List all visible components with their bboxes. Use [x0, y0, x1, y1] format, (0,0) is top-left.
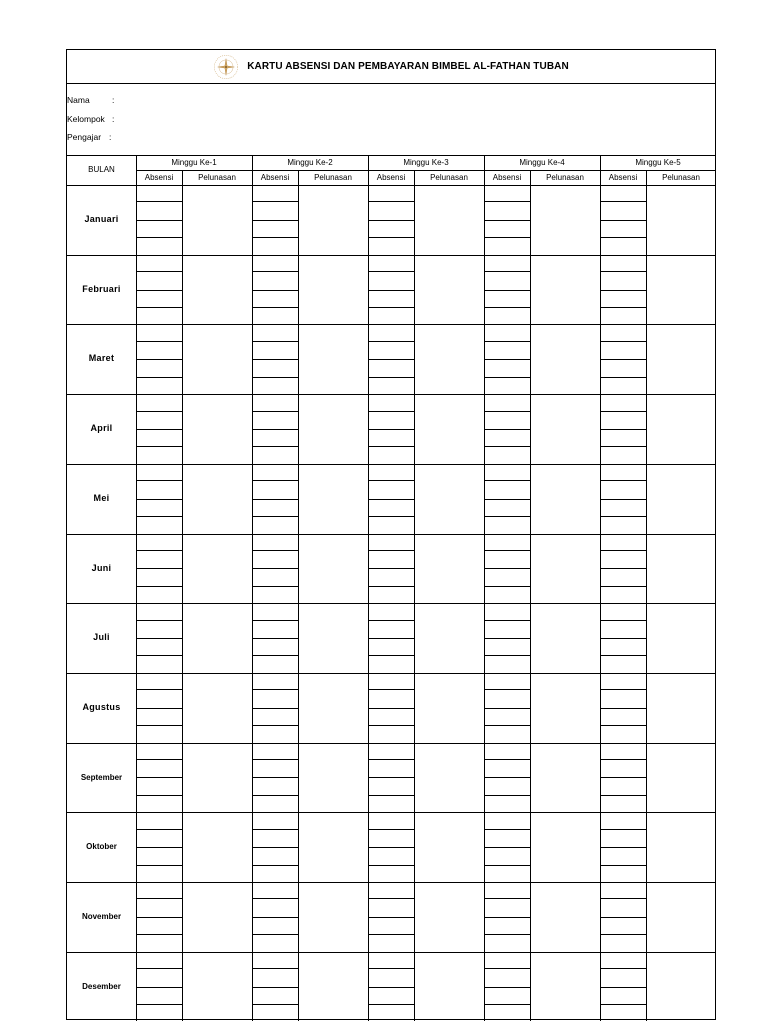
- absensi-divider: [298, 170, 299, 1021]
- month-label-mei: Mei: [93, 492, 110, 503]
- attendance-cell-divider: [600, 759, 646, 760]
- attendance-cell-divider: [484, 220, 530, 221]
- month-divider: [67, 743, 715, 744]
- attendance-cell-divider: [600, 655, 646, 656]
- attendance-cell-divider: [484, 480, 530, 481]
- attendance-cell-divider: [252, 499, 298, 500]
- absensi-divider: [182, 170, 183, 1021]
- attendance-cell-divider: [368, 201, 414, 202]
- attendance-cell-divider: [252, 638, 298, 639]
- attendance-cell-divider: [368, 411, 414, 412]
- attendance-cell-divider: [136, 499, 182, 500]
- attendance-cell-divider: [252, 689, 298, 690]
- attendance-cell-divider: [600, 638, 646, 639]
- attendance-cell-divider: [136, 725, 182, 726]
- attendance-cell-divider: [368, 516, 414, 517]
- attendance-cell-divider: [368, 446, 414, 447]
- attendance-cell-divider: [484, 795, 530, 796]
- attendance-cell-divider: [484, 516, 530, 517]
- card-title: KARTU ABSENSI DAN PEMBAYARAN BIMBEL AL-FATHAN TUBAN: [247, 61, 569, 72]
- attendance-cell-divider: [484, 725, 530, 726]
- attendance-cell-divider: [136, 655, 182, 656]
- attendance-cell-divider: [136, 307, 182, 308]
- month-divider: [67, 394, 715, 395]
- attendance-cell-divider: [368, 290, 414, 291]
- attendance-cell-divider: [136, 550, 182, 551]
- attendance-cell-divider: [484, 847, 530, 848]
- attendance-cell-divider: [600, 620, 646, 621]
- attendance-cell-divider: [484, 759, 530, 760]
- week-header-1: Minggu Ke-1: [171, 158, 217, 167]
- attendance-cell-divider: [252, 341, 298, 342]
- absensi-divider: [530, 170, 531, 1021]
- attendance-cell-divider: [600, 290, 646, 291]
- attendance-cell-divider: [368, 968, 414, 969]
- week-divider: [368, 155, 369, 1021]
- attendance-cell-divider: [136, 516, 182, 517]
- subheader-pelunasan: Pelunasan: [430, 173, 468, 182]
- attendance-cell-divider: [368, 271, 414, 272]
- attendance-cell-divider: [484, 290, 530, 291]
- month-divider: [67, 812, 715, 813]
- attendance-cell-divider: [600, 829, 646, 830]
- attendance-cell-divider: [600, 411, 646, 412]
- attendance-cell-divider: [600, 237, 646, 238]
- attendance-cell-divider: [368, 725, 414, 726]
- subheader-pelunasan: Pelunasan: [546, 173, 584, 182]
- attendance-cell-divider: [136, 689, 182, 690]
- attendance-cell-divider: [600, 987, 646, 988]
- month-label-april: April: [90, 423, 113, 434]
- attendance-cell-divider: [252, 847, 298, 848]
- month-label-agustus: Agustus: [82, 701, 121, 712]
- attendance-cell-divider: [368, 934, 414, 935]
- attendance-cell-divider: [136, 638, 182, 639]
- attendance-cell-divider: [368, 898, 414, 899]
- attendance-cell-divider: [484, 898, 530, 899]
- attendance-cell-divider: [252, 307, 298, 308]
- attendance-cell-divider: [136, 359, 182, 360]
- attendance-cell-divider: [252, 777, 298, 778]
- attendance-cell-divider: [252, 446, 298, 447]
- attendance-cell-divider: [136, 271, 182, 272]
- attendance-cell-divider: [136, 865, 182, 866]
- attendance-cell-divider: [600, 307, 646, 308]
- attendance-cell-divider: [600, 480, 646, 481]
- week-header-4: Minggu Ke-4: [519, 158, 565, 167]
- attendance-cell-divider: [368, 550, 414, 551]
- attendance-cell-divider: [600, 865, 646, 866]
- attendance-payment-card: [66, 49, 716, 1020]
- attendance-cell-divider: [136, 429, 182, 430]
- attendance-cell-divider: [252, 480, 298, 481]
- attendance-cell-divider: [136, 586, 182, 587]
- month-divider: [67, 603, 715, 604]
- attendance-cell-divider: [252, 271, 298, 272]
- attendance-cell-divider: [484, 708, 530, 709]
- attendance-cell-divider: [368, 865, 414, 866]
- attendance-cell-divider: [368, 655, 414, 656]
- attendance-cell-divider: [368, 359, 414, 360]
- attendance-cell-divider: [252, 725, 298, 726]
- attendance-cell-divider: [252, 987, 298, 988]
- attendance-cell-divider: [252, 1004, 298, 1005]
- attendance-cell-divider: [368, 429, 414, 430]
- attendance-cell-divider: [136, 290, 182, 291]
- attendance-cell-divider: [600, 220, 646, 221]
- attendance-cell-divider: [484, 411, 530, 412]
- attendance-cell-divider: [484, 550, 530, 551]
- attendance-cell-divider: [368, 708, 414, 709]
- attendance-cell-divider: [136, 917, 182, 918]
- attendance-cell-divider: [368, 829, 414, 830]
- month-divider: [67, 673, 715, 674]
- attendance-cell-divider: [368, 987, 414, 988]
- attendance-cell-divider: [484, 568, 530, 569]
- attendance-cell-divider: [368, 220, 414, 221]
- attendance-cell-divider: [252, 359, 298, 360]
- attendance-cell-divider: [252, 237, 298, 238]
- absensi-divider: [414, 170, 415, 1021]
- attendance-cell-divider: [368, 568, 414, 569]
- attendance-cell-divider: [368, 1004, 414, 1005]
- month-label-november: November: [81, 912, 122, 921]
- header-bottom-divider: [67, 185, 715, 186]
- attendance-cell-divider: [484, 499, 530, 500]
- month-label-februari: Februari: [82, 283, 121, 294]
- attendance-cell-divider: [252, 516, 298, 517]
- attendance-cell-divider: [484, 777, 530, 778]
- attendance-cell-divider: [252, 586, 298, 587]
- attendance-cell-divider: [136, 220, 182, 221]
- attendance-cell-divider: [368, 237, 414, 238]
- attendance-cell-divider: [600, 446, 646, 447]
- attendance-cell-divider: [136, 847, 182, 848]
- attendance-cell-divider: [252, 708, 298, 709]
- attendance-cell-divider: [252, 655, 298, 656]
- info-separator: :: [109, 132, 112, 142]
- attendance-cell-divider: [368, 620, 414, 621]
- attendance-cell-divider: [600, 499, 646, 500]
- attendance-cell-divider: [484, 638, 530, 639]
- attendance-cell-divider: [368, 499, 414, 500]
- month-divider: [67, 882, 715, 883]
- attendance-cell-divider: [368, 307, 414, 308]
- attendance-cell-divider: [368, 638, 414, 639]
- month-divider: [67, 464, 715, 465]
- attendance-cell-divider: [368, 689, 414, 690]
- attendance-cell-divider: [600, 516, 646, 517]
- attendance-cell-divider: [368, 377, 414, 378]
- attendance-cell-divider: [600, 725, 646, 726]
- attendance-cell-divider: [136, 201, 182, 202]
- title-divider: [67, 83, 715, 84]
- attendance-cell-divider: [600, 934, 646, 935]
- attendance-cell-divider: [252, 568, 298, 569]
- attendance-cell-divider: [136, 777, 182, 778]
- attendance-cell-divider: [136, 898, 182, 899]
- week-header-3: Minggu Ke-3: [403, 158, 449, 167]
- attendance-cell-divider: [252, 898, 298, 899]
- attendance-cell-divider: [136, 1004, 182, 1005]
- attendance-cell-divider: [600, 201, 646, 202]
- attendance-cell-divider: [252, 429, 298, 430]
- absensi-divider: [646, 170, 647, 1021]
- attendance-cell-divider: [600, 550, 646, 551]
- attendance-cell-divider: [484, 1004, 530, 1005]
- attendance-cell-divider: [252, 411, 298, 412]
- attendance-cell-divider: [600, 1004, 646, 1005]
- attendance-cell-divider: [484, 655, 530, 656]
- subheader-absensi: Absensi: [376, 173, 406, 182]
- attendance-cell-divider: [600, 777, 646, 778]
- subheader-pelunasan: Pelunasan: [198, 173, 236, 182]
- attendance-cell-divider: [368, 777, 414, 778]
- week-divider: [484, 155, 485, 1021]
- attendance-cell-divider: [368, 795, 414, 796]
- month-column-divider: [136, 155, 137, 1021]
- month-column-header: BULAN: [88, 165, 115, 174]
- attendance-cell-divider: [600, 917, 646, 918]
- attendance-cell-divider: [136, 568, 182, 569]
- month-label-juli: Juli: [93, 632, 110, 643]
- month-label-oktober: Oktober: [86, 842, 117, 852]
- attendance-cell-divider: [484, 341, 530, 342]
- attendance-cell-divider: [484, 586, 530, 587]
- attendance-cell-divider: [484, 620, 530, 621]
- attendance-cell-divider: [600, 341, 646, 342]
- attendance-cell-divider: [252, 377, 298, 378]
- attendance-cell-divider: [600, 847, 646, 848]
- attendance-cell-divider: [136, 759, 182, 760]
- attendance-cell-divider: [600, 968, 646, 969]
- attendance-cell-divider: [368, 847, 414, 848]
- info-separator: :: [112, 114, 115, 124]
- month-label-januari: Januari: [84, 214, 119, 224]
- week-divider: [600, 155, 601, 1021]
- attendance-cell-divider: [252, 759, 298, 760]
- month-divider: [67, 952, 715, 953]
- attendance-cell-divider: [368, 341, 414, 342]
- attendance-cell-divider: [252, 220, 298, 221]
- attendance-cell-divider: [136, 480, 182, 481]
- month-divider: [67, 534, 715, 535]
- compass-rose-seal-icon: [213, 54, 239, 80]
- attendance-cell-divider: [368, 480, 414, 481]
- attendance-cell-divider: [600, 568, 646, 569]
- month-divider: [67, 324, 715, 325]
- month-label-desember: Desember: [82, 981, 121, 991]
- attendance-cell-divider: [368, 917, 414, 918]
- week-header-2: Minggu Ke-2: [287, 158, 333, 167]
- info-label-pengajar: Pengajar: [67, 132, 102, 142]
- attendance-cell-divider: [484, 934, 530, 935]
- subheader-absensi: Absensi: [492, 173, 522, 182]
- attendance-cell-divider: [136, 795, 182, 796]
- attendance-cell-divider: [252, 829, 298, 830]
- info-label-kelompok: Kelompok: [67, 114, 105, 124]
- subheader-absensi: Absensi: [260, 173, 290, 182]
- attendance-cell-divider: [600, 689, 646, 690]
- attendance-cell-divider: [484, 201, 530, 202]
- attendance-cell-divider: [252, 934, 298, 935]
- attendance-cell-divider: [484, 829, 530, 830]
- attendance-cell-divider: [600, 586, 646, 587]
- attendance-cell-divider: [136, 987, 182, 988]
- subheader-pelunasan: Pelunasan: [314, 173, 352, 182]
- attendance-cell-divider: [136, 934, 182, 935]
- month-divider: [67, 255, 715, 256]
- subheader-absensi: Absensi: [608, 173, 638, 182]
- attendance-cell-divider: [136, 237, 182, 238]
- attendance-cell-divider: [136, 708, 182, 709]
- month-label-maret: Maret: [88, 353, 115, 364]
- attendance-cell-divider: [136, 829, 182, 830]
- attendance-cell-divider: [252, 917, 298, 918]
- attendance-cell-divider: [136, 411, 182, 412]
- attendance-cell-divider: [600, 795, 646, 796]
- attendance-cell-divider: [136, 341, 182, 342]
- attendance-cell-divider: [484, 307, 530, 308]
- attendance-cell-divider: [600, 898, 646, 899]
- attendance-cell-divider: [600, 271, 646, 272]
- attendance-cell-divider: [484, 689, 530, 690]
- attendance-cell-divider: [484, 271, 530, 272]
- attendance-cell-divider: [484, 377, 530, 378]
- info-separator: :: [112, 95, 115, 105]
- info-label-nama: Nama: [67, 95, 90, 105]
- attendance-cell-divider: [600, 377, 646, 378]
- attendance-cell-divider: [252, 201, 298, 202]
- week-divider: [252, 155, 253, 1021]
- attendance-cell-divider: [368, 759, 414, 760]
- attendance-cell-divider: [368, 586, 414, 587]
- attendance-cell-divider: [136, 620, 182, 621]
- attendance-cell-divider: [600, 359, 646, 360]
- attendance-cell-divider: [252, 795, 298, 796]
- attendance-cell-divider: [252, 865, 298, 866]
- week-header-5: Minggu Ke-5: [635, 158, 681, 167]
- subheader-pelunasan: Pelunasan: [662, 173, 700, 182]
- attendance-cell-divider: [484, 865, 530, 866]
- attendance-cell-divider: [252, 550, 298, 551]
- attendance-cell-divider: [484, 917, 530, 918]
- subheader-absensi: Absensi: [144, 173, 174, 182]
- attendance-cell-divider: [252, 968, 298, 969]
- attendance-cell-divider: [484, 968, 530, 969]
- month-label-september: September: [80, 772, 123, 782]
- attendance-cell-divider: [484, 446, 530, 447]
- card-header: [67, 50, 715, 83]
- attendance-cell-divider: [484, 237, 530, 238]
- attendance-cell-divider: [136, 377, 182, 378]
- attendance-cell-divider: [484, 429, 530, 430]
- attendance-cell-divider: [484, 987, 530, 988]
- attendance-cell-divider: [136, 968, 182, 969]
- attendance-cell-divider: [600, 429, 646, 430]
- attendance-cell-divider: [252, 620, 298, 621]
- attendance-cell-divider: [136, 446, 182, 447]
- attendance-cell-divider: [252, 290, 298, 291]
- attendance-cell-divider: [600, 708, 646, 709]
- month-label-juni: Juni: [91, 562, 112, 573]
- attendance-cell-divider: [484, 359, 530, 360]
